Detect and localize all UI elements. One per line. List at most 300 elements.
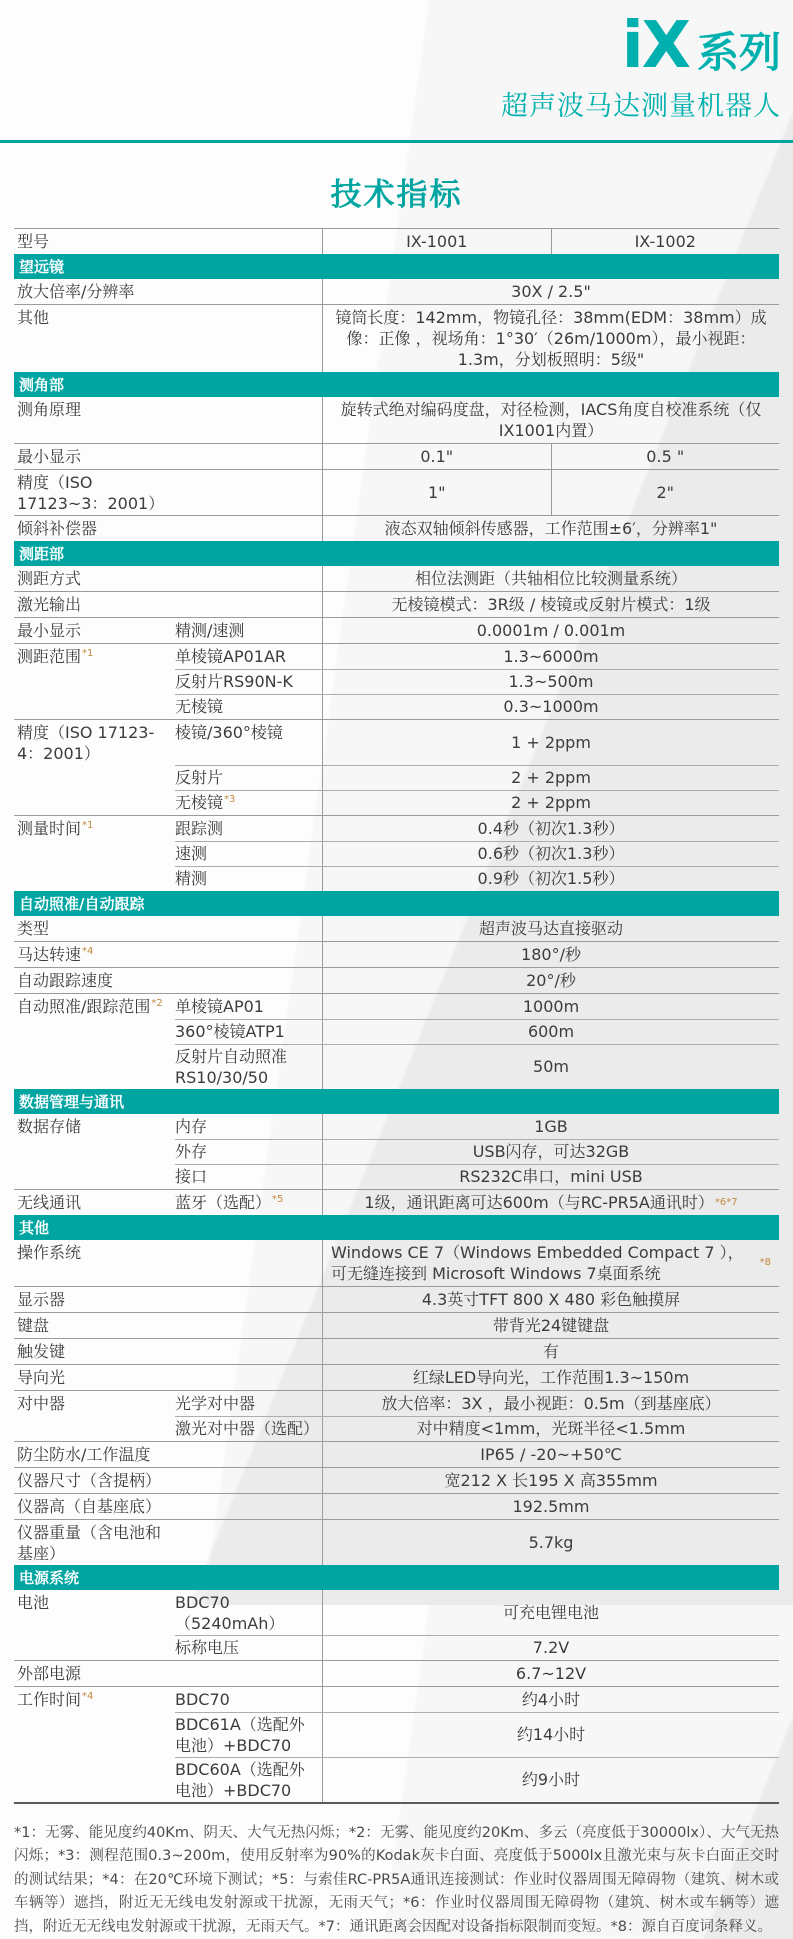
row-sublabel	[175, 397, 322, 400]
row-sublabel	[175, 1416, 322, 1440]
spec-row	[14, 841, 779, 866]
row-label-text: 其他	[17, 308, 50, 327]
row-value	[322, 1635, 779, 1660]
spec-row	[14, 1519, 779, 1565]
row-value	[322, 1365, 779, 1390]
row-sublabel	[175, 841, 322, 865]
row-value-text: 180°/秒	[521, 945, 581, 964]
row-value	[322, 279, 779, 304]
row-sublabel-text: 激光对中器（选配）	[175, 1419, 320, 1438]
row-label-text: 测量时间	[17, 819, 82, 838]
row-value	[322, 942, 779, 967]
row-sublabel	[175, 1494, 322, 1497]
row-label-text: 类型	[17, 919, 50, 938]
spec-row	[14, 1338, 779, 1364]
row-value	[322, 1661, 779, 1686]
row-sublabel-text: 外存	[175, 1142, 208, 1161]
row-label	[14, 1416, 175, 1419]
spec-row	[14, 941, 779, 967]
spec-row	[14, 765, 779, 790]
row-sublabel	[175, 916, 322, 919]
spec-row	[14, 443, 779, 469]
row-value: 1级，通讯距离可达600m（与RC-PR5A通讯时） *6*7	[322, 1190, 779, 1215]
row-label	[14, 1757, 175, 1760]
row-label-text: 仪器尺寸（含提柄）	[17, 1471, 162, 1490]
spec-row	[14, 1044, 779, 1089]
row-label	[14, 1365, 175, 1389]
row-value-text: 镜筒长度：142mm，物镜孔径：38mm(EDM：38mm）成像：正像 ，视场角：1°30′（26m/1000m），最小视距：1.3m，分划板照明：5级"	[335, 308, 767, 369]
row-sublabel	[175, 1468, 322, 1471]
row-label	[14, 1339, 175, 1363]
row-sublabel	[175, 1520, 322, 1523]
row-label	[14, 1635, 175, 1638]
row-label-text: 马达转速	[17, 945, 82, 964]
row-value-text: USB闪存，可达32GB	[472, 1142, 630, 1161]
row-sublabel	[175, 790, 322, 814]
spec-row	[14, 279, 779, 304]
spec-row	[14, 304, 779, 372]
row-value	[322, 229, 551, 254]
row-value	[322, 470, 551, 515]
spec-row	[14, 1590, 779, 1635]
row-label-text: 精度（ISO 17123-4：2001）	[17, 723, 155, 763]
row-sublabel-text: 单棱镜AP01	[175, 997, 264, 1016]
row-label	[14, 942, 175, 966]
row-value	[322, 397, 779, 443]
row-sublabel	[175, 1661, 322, 1664]
row-value	[322, 1442, 779, 1467]
row-label	[14, 1590, 175, 1614]
row-value	[322, 516, 779, 541]
row-value-text: 4.3英寸TFT 800 X 480 彩色触摸屏	[421, 1290, 681, 1309]
row-value-text: 带背光24键键盘	[492, 1316, 610, 1335]
row-sublabel	[175, 1687, 322, 1711]
spec-row	[14, 1019, 779, 1044]
row-value-text: 可充电锂电池	[502, 1603, 599, 1622]
row-value-text: 0.9秒（初次1.5秒）	[477, 869, 625, 888]
section-header-label: 数据管理与通讯	[19, 1093, 125, 1111]
row-label-text: 电池	[17, 1593, 50, 1612]
row-label	[14, 1442, 175, 1466]
row-sublabel	[175, 566, 322, 569]
row-value-text: 液态双轴倾斜传感器，工作范围±6′，分辨率1"	[384, 519, 718, 538]
row-label-text: 最小显示	[17, 621, 82, 640]
row-label	[14, 1190, 175, 1214]
brand-name: iX	[621, 9, 689, 83]
section-header-label: 其他	[19, 1219, 50, 1237]
spec-row	[14, 1493, 779, 1519]
footnotes: *1：无雾、能见度约40Km、阴天、大气无热闪烁；*2：无雾、能见度约20Km、多云（亮度低于30000lx）、大气无热闪烁；*3：测程范围0.3~200m，使用反射率为90%的Kodak灰卡白面、亮度低于5000lx且激光束与灰卡白面正交时的测试结果；*4：在20℃环境下测试；*5：与索佳RC-PR5A通讯连接测试：作业时仪器周围无障碍物（建筑、树木或车辆等）遮挡，附近无无线电发射源或干扰源，无雨天气；*6：作业时仪器周围无障碍物（建筑、树木或车辆等）遮挡，附近无无线电发射源或干扰源，无雨天气。*7：通讯距离会因配对设备指标限制而变短。*8：源自百度词条释义。	[14, 1825, 779, 1935]
row-value-text: 约14小时	[516, 1725, 586, 1744]
row-value	[322, 444, 551, 469]
row-sublabel-text: 反射片自动照准 RS10/30/50	[175, 1047, 288, 1087]
row-sublabel	[175, 279, 322, 282]
row-value	[322, 765, 779, 790]
row-sublabel-text: 棱镜/360°棱镜	[175, 723, 283, 742]
row-label	[14, 566, 175, 590]
spec-row	[14, 1312, 779, 1338]
row-sublabel	[175, 942, 322, 945]
spec-row	[14, 1441, 779, 1467]
spec-row	[14, 1240, 779, 1286]
row-sublabel	[175, 1365, 322, 1368]
spec-row	[14, 1712, 779, 1757]
brand-tagline: 超声波马达测量机器人	[501, 91, 781, 122]
spec-row	[14, 1189, 779, 1215]
spec-row	[14, 993, 779, 1019]
row-sublabel	[175, 1019, 322, 1043]
section-header	[14, 541, 779, 566]
row-value	[551, 444, 780, 469]
row-sublabel	[175, 1590, 322, 1635]
row-label-text: 显示器	[17, 1290, 66, 1309]
row-label	[14, 841, 175, 844]
row-label-text: 测距范围	[17, 647, 82, 666]
row-value-text: 1.3~500m	[508, 672, 594, 691]
row-value	[322, 994, 779, 1019]
row-label	[14, 694, 175, 697]
page-header	[0, 0, 793, 143]
row-sublabel-text: 蓝牙（选配）	[175, 1193, 272, 1212]
row-value	[322, 1416, 779, 1441]
spec-row	[14, 1139, 779, 1164]
row-value	[322, 1468, 779, 1493]
row-value-text: IP65 / -20~+50℃	[480, 1445, 622, 1464]
row-value	[322, 1757, 779, 1802]
row-sublabel	[175, 1114, 322, 1138]
spec-row	[14, 1686, 779, 1712]
row-value	[322, 1339, 779, 1364]
row-label-text: 仪器重量（含电池和基座）	[17, 1523, 162, 1563]
row-value-text: IX-1002	[634, 232, 696, 251]
row-value-text: 600m	[527, 1022, 575, 1041]
row-value-text: 192.5mm	[512, 1497, 590, 1516]
row-value	[322, 1520, 779, 1565]
row-label	[14, 1287, 175, 1311]
row-value	[322, 790, 779, 815]
row-label	[14, 1712, 175, 1715]
row-sublabel	[175, 1139, 322, 1163]
row-label	[14, 305, 175, 329]
row-label	[14, 669, 175, 672]
row-label-text: 工作时间	[17, 1690, 82, 1709]
spec-row	[14, 719, 779, 765]
row-value-text: 宽212 X 长195 X 高355mm	[444, 1471, 658, 1490]
row-sublabel-text: 速测	[175, 844, 208, 863]
row-label-text: 放大倍率/分辨率	[17, 282, 135, 301]
spec-row	[14, 397, 779, 443]
page-title: 技术指标	[330, 177, 463, 213]
spec-row	[14, 916, 779, 941]
row-value	[322, 618, 779, 643]
spec-row	[14, 643, 779, 669]
section-header	[14, 254, 779, 279]
row-sublabel-text: 精测/速测	[175, 621, 245, 640]
row-label-text: 对中器	[17, 1394, 66, 1413]
row-sublabel	[175, 866, 322, 890]
row-value-text: RS232C串口，mini USB	[459, 1167, 643, 1186]
row-value	[322, 1019, 779, 1044]
row-sublabel-text: BDC70（5240mAh）	[175, 1593, 285, 1633]
row-sublabel	[175, 1339, 322, 1342]
row-sublabel-text: 跟踪测	[175, 819, 224, 838]
row-value	[322, 305, 779, 372]
row-sublabel-text: BDC70	[175, 1690, 230, 1709]
row-sublabel	[175, 694, 322, 718]
row-value-text: 1GB	[534, 1117, 568, 1136]
row-sublabel	[175, 816, 322, 840]
row-sublabel	[175, 1635, 322, 1659]
row-sublabel	[175, 516, 322, 519]
row-value-text: Windows CE 7（Windows Embedded Compact 7 ），可无缝连接到 Microsoft Windows 7桌面系统	[331, 1243, 744, 1283]
row-value	[322, 1044, 779, 1089]
row-value-text: 放大倍率：3X ，最小视距：0.5m（到基座底）	[381, 1394, 721, 1413]
spec-row	[14, 694, 779, 719]
row-value-text: 约9小时	[521, 1770, 581, 1789]
row-label-text: 自动照准/跟踪范围	[17, 997, 151, 1016]
row-value-text: 30X / 2.5"	[511, 282, 591, 301]
row-label	[14, 765, 175, 768]
row-sublabel	[175, 968, 322, 971]
row-sublabel	[175, 765, 322, 789]
brand-block	[501, 9, 781, 123]
spec-row	[14, 1660, 779, 1686]
row-label	[14, 1313, 175, 1337]
row-sublabel	[175, 1712, 322, 1757]
row-value-text: 2 + 2ppm	[511, 768, 591, 787]
row-label	[14, 994, 175, 1018]
spec-row	[14, 1635, 779, 1660]
row-sublabel	[175, 592, 322, 595]
section-header	[14, 1215, 779, 1240]
row-label	[14, 592, 175, 616]
row-value-text: 0.0001m / 0.001m	[476, 621, 626, 640]
row-label-text: 激光输出	[17, 595, 82, 614]
row-value-text: IX-1001	[406, 232, 468, 251]
row-value	[322, 866, 779, 891]
row-sublabel	[175, 644, 322, 668]
row-value	[322, 1391, 779, 1416]
row-label-text: 无线通讯	[17, 1193, 82, 1212]
row-label	[14, 397, 175, 421]
row-sublabel-text: 精测	[175, 869, 208, 888]
row-label	[14, 866, 175, 869]
row-sublabel	[175, 1391, 322, 1415]
row-value	[322, 1313, 779, 1338]
spec-row	[14, 669, 779, 694]
row-label	[14, 790, 175, 793]
row-value	[322, 1164, 779, 1189]
spec-row	[14, 591, 779, 617]
row-sublabel	[175, 444, 322, 447]
section-header	[14, 891, 779, 916]
row-value	[322, 1687, 779, 1712]
row-label-text: 防尘防水/工作温度	[17, 1445, 151, 1464]
section-header-label: 自动照准/自动跟踪	[19, 895, 145, 913]
row-value	[322, 1590, 779, 1635]
row-label-text: 自动跟踪速度	[17, 971, 114, 990]
row-value-text: 0.1"	[420, 447, 454, 466]
row-label	[14, 720, 175, 765]
row-value-text: 相位法测距（共轴相位比较测量系统）	[414, 569, 687, 588]
section-header	[14, 372, 779, 397]
brand-series-label: 系列	[696, 28, 781, 77]
row-value-text: 0.6秒（初次1.3秒）	[477, 844, 625, 863]
row-sublabel	[175, 618, 322, 642]
row-label	[14, 968, 175, 992]
spec-row	[14, 967, 779, 993]
row-value	[551, 470, 780, 515]
section-header-label: 电源系统	[19, 1569, 80, 1587]
spec-row	[14, 1467, 779, 1493]
spec-row	[14, 1114, 779, 1139]
row-label	[14, 1044, 175, 1047]
row-sublabel-text: 360°棱镜ATP1	[175, 1022, 285, 1041]
row-label	[14, 1139, 175, 1142]
row-value-text: 1 + 2ppm	[511, 733, 591, 752]
row-sublabel-text: BDC60A（选配外电池）+BDC70	[175, 1760, 305, 1800]
row-label	[14, 1240, 175, 1264]
row-sublabel	[175, 720, 322, 744]
row-sublabel-text: 无棱镜	[175, 697, 224, 716]
row-value	[322, 1139, 779, 1164]
row-label-text: 测距方式	[17, 569, 82, 588]
row-sublabel	[175, 1240, 322, 1243]
row-value-text: 1级，通讯距离可达600m（与RC-PR5A通讯时）	[364, 1193, 714, 1212]
row-label	[14, 816, 175, 840]
row-value	[322, 1287, 779, 1312]
row-value	[322, 841, 779, 866]
row-sublabel	[175, 1757, 322, 1802]
row-label-text: 倾斜补偿器	[17, 519, 98, 538]
row-value: Windows CE 7（Windows Embedded Compact 7 ），可无缝连接到 Microsoft Windows 7桌面系统 *8	[322, 1240, 779, 1286]
row-value-text: 有	[542, 1342, 559, 1361]
spec-row	[14, 469, 779, 515]
spec-row	[14, 228, 779, 254]
row-value-text: 旋转式绝对编码度盘，对径检测，IACS角度自校准系统（仅IX1001内置）	[340, 400, 762, 440]
row-sublabel-text: 反射片	[175, 768, 224, 787]
row-label	[14, 1520, 175, 1565]
section-header	[14, 1089, 779, 1114]
row-value	[322, 566, 779, 591]
row-label-text: 精度（ISO 17123~3：2001）	[17, 473, 165, 513]
row-value	[322, 720, 779, 765]
row-value	[322, 1494, 779, 1519]
spec-row	[14, 1757, 779, 1802]
row-value-text: 约4小时	[521, 1690, 581, 1709]
footnote-marker: *3	[224, 793, 236, 805]
spec-row	[14, 515, 779, 541]
row-value-text: 1"	[427, 483, 446, 502]
section-header-label: 望远镜	[19, 258, 65, 276]
row-sublabel	[175, 229, 322, 232]
section-header-label: 测角部	[19, 376, 65, 394]
row-value	[322, 916, 779, 941]
spec-row	[14, 617, 779, 643]
spec-row	[14, 1390, 779, 1416]
row-label	[14, 1164, 175, 1167]
row-value-text: 2"	[656, 483, 675, 502]
row-sublabel	[175, 1287, 322, 1290]
row-label-text: 触发键	[17, 1342, 66, 1361]
row-label	[14, 229, 175, 253]
row-label	[14, 644, 175, 668]
row-value-text: 50m	[533, 1057, 569, 1076]
footnote-marker: *5	[272, 1193, 284, 1205]
footnote-marker: *1	[82, 819, 94, 831]
row-sublabel	[175, 669, 322, 693]
row-sublabel-text: 标称电压	[175, 1638, 240, 1657]
row-value-text: 2 + 2ppm	[511, 793, 591, 812]
row-value-text: 无棱镜模式：3R级 / 棱镜或反射片模式：1级	[391, 595, 711, 614]
row-sublabel	[175, 1044, 322, 1089]
row-value-text: 1.3~6000m	[503, 647, 599, 666]
row-sublabel-text: 接口	[175, 1167, 208, 1186]
row-label	[14, 1019, 175, 1022]
row-value	[322, 968, 779, 993]
row-value	[322, 592, 779, 617]
row-sublabel-text: BDC61A（选配外电池）+BDC70	[175, 1715, 305, 1755]
section-header-label: 测距部	[19, 545, 65, 563]
spec-row	[14, 1164, 779, 1189]
spec-table	[14, 228, 779, 1804]
row-value-text: 0.3~1000m	[503, 697, 599, 716]
row-label-text: 操作系统	[17, 1243, 82, 1262]
spec-row	[14, 815, 779, 841]
row-label	[14, 618, 175, 642]
row-label	[14, 1114, 175, 1138]
row-label	[14, 1494, 175, 1518]
row-value	[322, 644, 779, 669]
row-sublabel	[175, 1313, 322, 1316]
footnote-marker: *1	[82, 647, 94, 659]
row-value	[322, 694, 779, 719]
spec-row	[14, 866, 779, 891]
row-label-text: 仪器高（自基座底）	[17, 1497, 162, 1516]
row-label-text: 最小显示	[17, 447, 82, 466]
row-sublabel	[175, 305, 322, 308]
footnote-marker: *4	[82, 1690, 94, 1702]
row-label	[14, 1391, 175, 1415]
row-value	[322, 816, 779, 841]
spec-row	[14, 790, 779, 815]
row-value-text: 超声波马达直接驱动	[478, 919, 623, 938]
row-value-text: 0.5 "	[646, 447, 685, 466]
row-sublabel-text: 无棱镜	[175, 793, 224, 812]
footnote-marker: *4	[82, 945, 94, 957]
row-label	[14, 279, 175, 303]
row-value-text: 6.7~12V	[515, 1664, 587, 1683]
row-value	[322, 1712, 779, 1757]
row-value-text: 7.2V	[532, 1638, 570, 1657]
row-sublabel	[175, 1190, 322, 1214]
row-label	[14, 516, 175, 540]
row-sublabel-text: 光学对中器	[175, 1394, 256, 1413]
row-label	[14, 1687, 175, 1711]
row-sublabel	[175, 1164, 322, 1188]
row-label-text: 导向光	[17, 1368, 66, 1387]
spec-row	[14, 1364, 779, 1390]
row-sublabel-text: 单棱镜AP01AR	[175, 647, 287, 666]
spec-row	[14, 1286, 779, 1312]
row-label	[14, 470, 175, 515]
row-value	[551, 229, 780, 254]
row-value-text: 红绿LED导向光，工作范围1.3~150m	[412, 1368, 690, 1387]
footnote-marker: *2	[151, 997, 163, 1009]
row-label-text: 外部电源	[17, 1664, 82, 1683]
row-value-text: 对中精度<1mm，光斑半径<1.5mm	[416, 1419, 686, 1438]
row-label	[14, 1661, 175, 1685]
